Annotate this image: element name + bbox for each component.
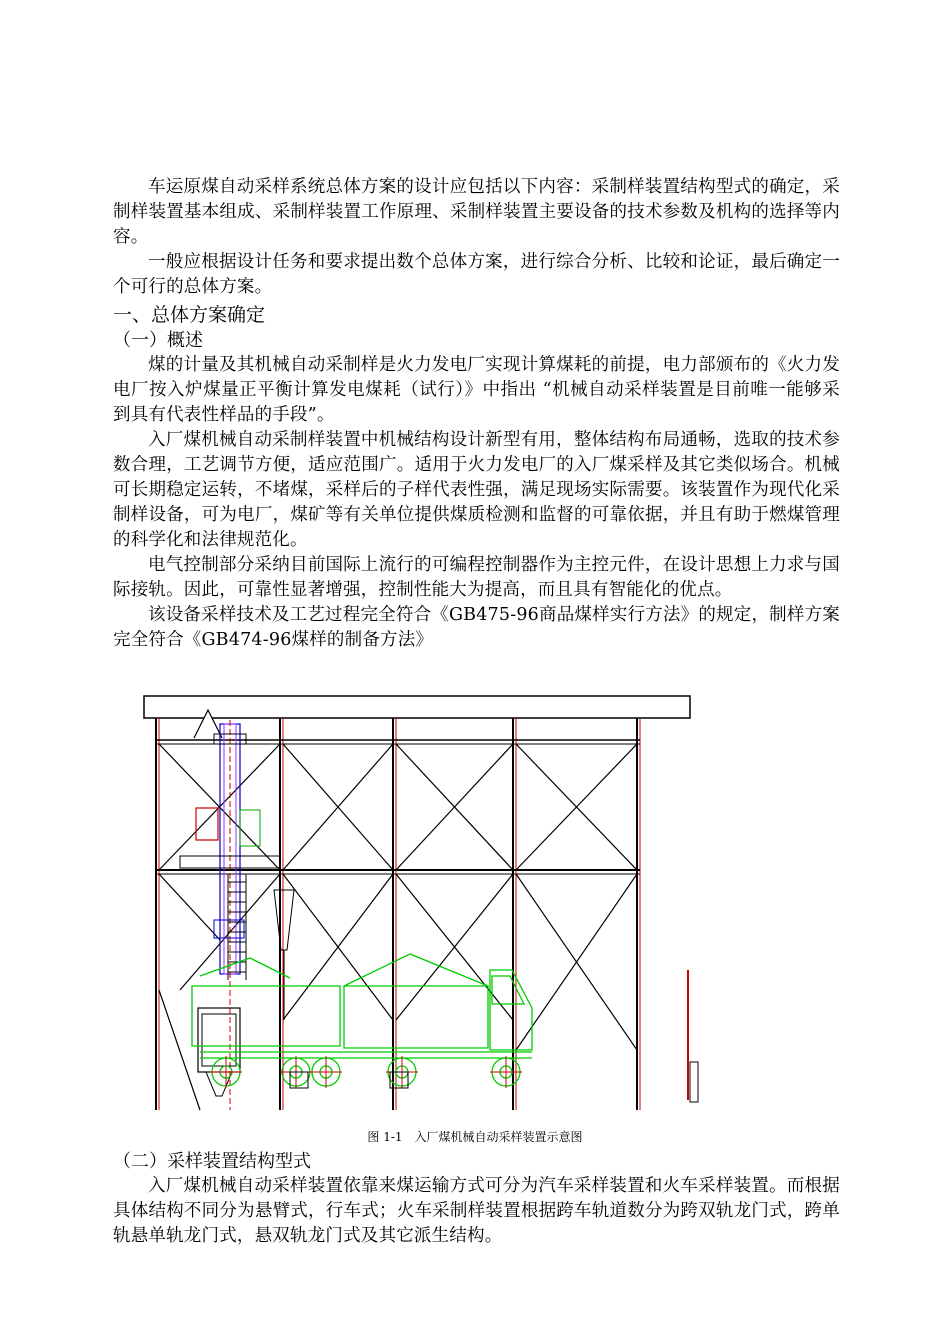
subsection-heading-structure: （二）采样装置结构型式: [113, 1151, 311, 1172]
side-post: [688, 970, 698, 1102]
overview-paragraph-4: 该设备采样技术及工艺过程完全符合《GB475-96商品煤样实行方法》的规定，制样方案完全符合《GB474-96煤样的制备方法》: [113, 605, 840, 650]
overview-paragraph-3: 电气控制部分采纳目前国际上流行的可编程控制器作为主控元件，在设计思想上力求与国际接轨。因此，可靠性显著增强，控制性能大为提高，而且具有智能化的优点。: [113, 555, 840, 600]
horizontal-beams: [156, 740, 640, 874]
intro-paragraph-1: 车运原煤自动采样系统总体方案的设计应包括以下内容：采制样装置结构型式的确定，采制样装置基本组成、采制样装置工作原理、采制样装置主要设备的技术参数及机构的选择等内容。: [113, 177, 840, 247]
sampler-schematic-figure: [140, 690, 700, 1122]
body-text-top: [113, 175, 840, 653]
roof-beam: [144, 696, 690, 718]
body-text-bottom: [113, 1149, 840, 1249]
overview-paragraph-2: 入厂煤机械自动采制样装置中机械结构设计新型有用，整体结构布局通畅，选取的技术参数合理，工艺调节方便，适应范围广。适用于火力发电厂的入厂煤采样及其它类似场合。机械可长期稳定运转，不堵煤，采样后的子样代表性强，满足现场实际需要。该装置作为现代化采制样设备，可为电厂，煤矿等有关单位提供煤质检测和监督的可靠依据，并且有助于燃煤管理的科学化和法律规范化。: [113, 430, 840, 550]
section-heading: 一、总体方案确定: [113, 304, 266, 326]
foundation-pads: [290, 1072, 408, 1088]
steel-columns: [156, 718, 640, 1110]
structure-paragraph-1: 入厂煤机械自动采样装置依靠来煤运输方式可分为汽车采样装置和火车采样装置。而根据具体结构不同分为悬臂式，行车式；火车采制样装置根据跨车轨道数分为跨双轨龙门式，跨单轨悬单轨龙门式，悬双轨龙门式及其它派生结构。: [113, 1176, 840, 1246]
sample-funnel: [274, 890, 294, 950]
intro-paragraph-2: 一般应根据设计任务和要求提出数个总体方案，进行综合分析、比较和论证，最后确定一个可行的总体方案。: [113, 252, 840, 297]
cross-bracing: [159, 744, 637, 1110]
subsection-heading-overview: （一）概述: [113, 330, 203, 351]
access-ladder: [228, 874, 246, 980]
schematic-drawing: [140, 690, 700, 1122]
figure-caption: 图 1-1 入厂煤机械自动采样装置示意图: [367, 1130, 583, 1144]
overview-paragraph-1: 煤的计量及其机械自动采制样是火力发电厂实现计算煤耗的前提，电力部颁布的《火力发电厂按入炉煤量正平衡计算发电煤耗（试行）》中指出 “机械自动采样装置是目前唯一能够采到具有代表性样品的手段”。: [113, 355, 840, 425]
truck-outline: [192, 954, 532, 1086]
wheel-center-marks: [210, 1056, 522, 1088]
